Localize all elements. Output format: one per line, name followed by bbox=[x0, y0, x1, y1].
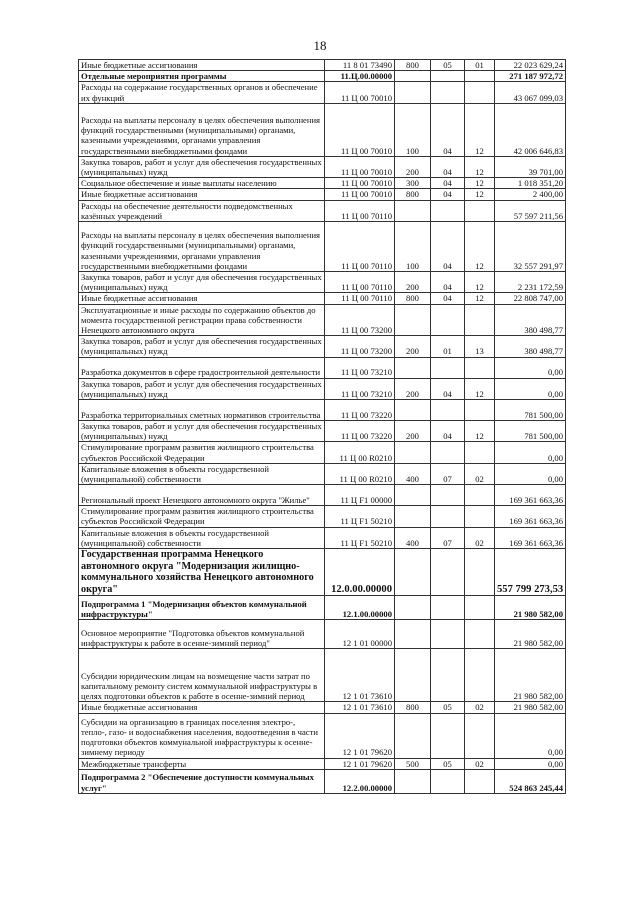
row-section-cell bbox=[431, 485, 465, 506]
row-code-cell: 12 1 01 00000 bbox=[325, 620, 395, 649]
row-expense-type-cell bbox=[395, 71, 431, 82]
row-code-cell: 11 Ц 00 70010 bbox=[325, 189, 395, 200]
row-expense-type-cell: 200 bbox=[395, 156, 431, 177]
row-name-cell: Иные бюджетные ассигнования bbox=[79, 702, 325, 713]
row-subsection-cell: 02 bbox=[465, 463, 495, 484]
table-row bbox=[79, 400, 566, 421]
row-expense-type-cell: 800 bbox=[395, 293, 431, 304]
row-name-cell: Субсидии юридическим лицам на возмещение части затрат по капитальному ремонту систем коммунальной инфраструктуры в целях подготовки объектов к работе в осенне-зимний период bbox=[79, 649, 325, 702]
row-section-cell: 04 bbox=[431, 178, 465, 189]
table-row bbox=[79, 272, 566, 293]
row-subsection-cell: 12 bbox=[465, 103, 495, 156]
row-subsection-cell: 02 bbox=[465, 527, 495, 548]
table-row bbox=[79, 71, 566, 82]
row-sum-cell: 2 400,00 bbox=[495, 189, 566, 200]
table-row bbox=[79, 304, 566, 336]
row-code-cell: 11.Ц.00.00000 bbox=[325, 71, 395, 82]
row-expense-type-cell bbox=[395, 200, 431, 221]
row-code-cell: 11 Ц 00 73200 bbox=[325, 336, 395, 357]
row-name-cell: Капитальные вложения в объекты государственной (муниципальной) собственности bbox=[79, 463, 325, 484]
row-subsection-cell: 12 bbox=[465, 178, 495, 189]
row-name-cell: Иные бюджетные ассигнования bbox=[79, 60, 325, 71]
row-subsection-cell bbox=[465, 485, 495, 506]
row-sum-cell: 781 500,00 bbox=[495, 421, 566, 442]
row-sum-cell: 22 023 629,24 bbox=[495, 60, 566, 71]
row-expense-type-cell: 100 bbox=[395, 103, 431, 156]
row-code-cell: 11 Ц 00 70110 bbox=[325, 293, 395, 304]
row-sum-cell: 0,00 bbox=[495, 442, 566, 463]
table-row bbox=[79, 189, 566, 200]
row-section-cell: 07 bbox=[431, 527, 465, 548]
row-sum-cell: 781 500,00 bbox=[495, 400, 566, 421]
row-code-cell: 11 Ц 00 70110 bbox=[325, 200, 395, 221]
row-expense-type-cell: 800 bbox=[395, 702, 431, 713]
row-code-cell: 11 Ц 00 73220 bbox=[325, 421, 395, 442]
row-code-cell: 11 Ц 00 73200 bbox=[325, 304, 395, 336]
table-row bbox=[79, 702, 566, 713]
row-name-cell: Отдельные мероприятия программы bbox=[79, 71, 325, 82]
budget-table bbox=[78, 59, 566, 794]
row-sum-cell: 22 808 747,00 bbox=[495, 293, 566, 304]
row-subsection-cell bbox=[465, 506, 495, 527]
row-code-cell: 12 1 01 73610 bbox=[325, 702, 395, 713]
row-name-cell: Стимулирование программ развития жилищного строительства субъектов Российской Федерации bbox=[79, 506, 325, 527]
row-subsection-cell: 12 bbox=[465, 378, 495, 399]
row-subsection-cell bbox=[465, 620, 495, 649]
table-row bbox=[79, 549, 566, 596]
row-code-cell: 11 Ц F1 00000 bbox=[325, 485, 395, 506]
row-code-cell: 11 Ц F1 50210 bbox=[325, 506, 395, 527]
row-name-cell: Субсидии на организацию в границах поселения электро-, тепло-, газо- и водоснабжения населения, водоотведения в части подготовки объектов коммунальной инфраструктуры к осенне-зимнему периоду bbox=[79, 713, 325, 758]
row-expense-type-cell bbox=[395, 596, 431, 620]
row-code-cell: 11 Ц 00 70010 bbox=[325, 82, 395, 103]
row-subsection-cell: 12 bbox=[465, 222, 495, 272]
row-sum-cell: 21 980 582,00 bbox=[495, 620, 566, 649]
row-sum-cell: 0,00 bbox=[495, 463, 566, 484]
row-expense-type-cell bbox=[395, 713, 431, 758]
row-subsection-cell bbox=[465, 304, 495, 336]
table-row bbox=[79, 620, 566, 649]
row-section-cell bbox=[431, 713, 465, 758]
table-row bbox=[79, 60, 566, 71]
row-section-cell: 05 bbox=[431, 702, 465, 713]
row-sum-cell: 524 863 245,44 bbox=[495, 769, 566, 793]
row-sum-cell: 0,00 bbox=[495, 357, 566, 378]
row-expense-type-cell: 400 bbox=[395, 527, 431, 548]
row-expense-type-cell: 800 bbox=[395, 189, 431, 200]
row-section-cell bbox=[431, 71, 465, 82]
row-subsection-cell bbox=[465, 713, 495, 758]
table-row bbox=[79, 769, 566, 793]
row-expense-type-cell bbox=[395, 400, 431, 421]
row-code-cell: 12 1 01 79620 bbox=[325, 758, 395, 769]
row-expense-type-cell: 200 bbox=[395, 421, 431, 442]
row-section-cell: 04 bbox=[431, 378, 465, 399]
row-code-cell: 12 1 01 79620 bbox=[325, 713, 395, 758]
row-code-cell: 11 Ц 00 73220 bbox=[325, 400, 395, 421]
row-section-cell: 04 bbox=[431, 156, 465, 177]
row-expense-type-cell: 200 bbox=[395, 378, 431, 399]
row-sum-cell: 0,00 bbox=[495, 713, 566, 758]
row-subsection-cell bbox=[465, 596, 495, 620]
row-name-cell: Разработка документов в сфере градостроительной деятельности bbox=[79, 357, 325, 378]
table-row bbox=[79, 103, 566, 156]
row-expense-type-cell: 200 bbox=[395, 336, 431, 357]
row-name-cell: Основное мероприятие "Подготовка объектов коммунальной инфраструктуры к работе в осенне-зимний период" bbox=[79, 620, 325, 649]
row-subsection-cell: 12 bbox=[465, 421, 495, 442]
row-code-cell: 12.2.00.00000 bbox=[325, 769, 395, 793]
row-section-cell: 07 bbox=[431, 463, 465, 484]
row-expense-type-cell: 800 bbox=[395, 60, 431, 71]
row-section-cell: 04 bbox=[431, 103, 465, 156]
row-expense-type-cell bbox=[395, 769, 431, 793]
row-name-cell: Расходы на обеспечение деятельности подведомственных казённых учреждений bbox=[79, 200, 325, 221]
table-row bbox=[79, 156, 566, 177]
row-expense-type-cell bbox=[395, 620, 431, 649]
row-sum-cell: 32 557 291,97 bbox=[495, 222, 566, 272]
row-code-cell: 11 Ц F1 50210 bbox=[325, 527, 395, 548]
row-code-cell: 12.0.00.00000 bbox=[325, 549, 395, 596]
row-subsection-cell bbox=[465, 400, 495, 421]
row-code-cell: 12 1 01 73610 bbox=[325, 649, 395, 702]
row-subsection-cell bbox=[465, 442, 495, 463]
row-subsection-cell: 02 bbox=[465, 758, 495, 769]
row-subsection-cell: 13 bbox=[465, 336, 495, 357]
row-name-cell: Стимулирование программ развития жилищного строительства субъектов Российской Федерации bbox=[79, 442, 325, 463]
table-row bbox=[79, 178, 566, 189]
row-sum-cell: 557 799 273,53 bbox=[495, 549, 566, 596]
row-section-cell: 04 bbox=[431, 421, 465, 442]
row-name-cell: Разработка территориальных сметных нормативов строительства bbox=[79, 400, 325, 421]
table-row bbox=[79, 357, 566, 378]
row-code-cell: 11 8 01 73490 bbox=[325, 60, 395, 71]
page-number: 18 bbox=[313, 38, 327, 53]
row-name-cell: Государственная программа Ненецкого автономного округа "Модернизация жилищно-коммунального хозяйства Ненецкого автономного округа" bbox=[79, 549, 325, 596]
row-section-cell: 04 bbox=[431, 272, 465, 293]
row-expense-type-cell bbox=[395, 304, 431, 336]
table-row bbox=[79, 596, 566, 620]
row-expense-type-cell bbox=[395, 506, 431, 527]
row-name-cell: Закупка товаров, работ и услуг для обеспечения государственных (муниципальных) нужд bbox=[79, 421, 325, 442]
row-section-cell bbox=[431, 304, 465, 336]
row-name-cell: Закупка товаров, работ и услуг для обеспечения государственных (муниципальных) нужд bbox=[79, 156, 325, 177]
budget-table-body bbox=[79, 60, 566, 794]
row-section-cell: 05 bbox=[431, 60, 465, 71]
row-sum-cell: 380 498,77 bbox=[495, 304, 566, 336]
table-row bbox=[79, 442, 566, 463]
row-sum-cell: 0,00 bbox=[495, 378, 566, 399]
row-section-cell: 04 bbox=[431, 222, 465, 272]
row-section-cell bbox=[431, 649, 465, 702]
row-expense-type-cell bbox=[395, 82, 431, 103]
row-section-cell bbox=[431, 506, 465, 527]
row-sum-cell: 43 067 099,03 bbox=[495, 82, 566, 103]
row-code-cell: 12.1.00.00000 bbox=[325, 596, 395, 620]
row-sum-cell: 21 980 582,00 bbox=[495, 702, 566, 713]
row-subsection-cell bbox=[465, 357, 495, 378]
row-sum-cell: 42 006 646,83 bbox=[495, 103, 566, 156]
row-code-cell: 11 Ц 00 70110 bbox=[325, 272, 395, 293]
row-sum-cell: 169 361 663,36 bbox=[495, 506, 566, 527]
table-row bbox=[79, 378, 566, 399]
row-sum-cell: 21 980 582,00 bbox=[495, 649, 566, 702]
row-name-cell: Иные бюджетные ассигнования bbox=[79, 189, 325, 200]
row-section-cell bbox=[431, 620, 465, 649]
row-name-cell: Расходы на содержание государственных органов и обеспечение их функций bbox=[79, 82, 325, 103]
table-row bbox=[79, 336, 566, 357]
row-subsection-cell: 01 bbox=[465, 60, 495, 71]
table-row bbox=[79, 506, 566, 527]
row-section-cell: 04 bbox=[431, 293, 465, 304]
row-section-cell bbox=[431, 200, 465, 221]
row-subsection-cell bbox=[465, 71, 495, 82]
table-row bbox=[79, 200, 566, 221]
row-subsection-cell bbox=[465, 649, 495, 702]
row-subsection-cell: 12 bbox=[465, 293, 495, 304]
row-subsection-cell bbox=[465, 200, 495, 221]
row-name-cell: Социальное обеспечение и иные выплаты населению bbox=[79, 178, 325, 189]
row-sum-cell: 21 980 582,00 bbox=[495, 596, 566, 620]
row-section-cell bbox=[431, 769, 465, 793]
row-name-cell: Подпрограмма 2 "Обеспечение доступности коммунальных услуг" bbox=[79, 769, 325, 793]
row-sum-cell: 169 361 663,36 bbox=[495, 485, 566, 506]
row-code-cell: 11 Ц 00 73210 bbox=[325, 357, 395, 378]
row-name-cell: Эксплуатационные и иные расходы по содержанию объектов до момента государственной регистрации права собственности Ненецкого автономного округа bbox=[79, 304, 325, 336]
row-name-cell: Региональный проект Ненецкого автономного округа "Жилье" bbox=[79, 485, 325, 506]
row-name-cell: Закупка товаров, работ и услуг для обеспечения государственных (муниципальных) нужд bbox=[79, 378, 325, 399]
table-row bbox=[79, 485, 566, 506]
row-code-cell: 11 Ц 00 70010 bbox=[325, 156, 395, 177]
row-sum-cell: 169 361 663,36 bbox=[495, 527, 566, 548]
row-expense-type-cell bbox=[395, 549, 431, 596]
row-code-cell: 11 Ц 00 70010 bbox=[325, 103, 395, 156]
table-row bbox=[79, 421, 566, 442]
row-code-cell: 11 Ц 00 R0210 bbox=[325, 463, 395, 484]
row-code-cell: 11 Ц 00 70010 bbox=[325, 178, 395, 189]
row-subsection-cell: 12 bbox=[465, 189, 495, 200]
row-expense-type-cell: 300 bbox=[395, 178, 431, 189]
row-expense-type-cell bbox=[395, 357, 431, 378]
table-row bbox=[79, 758, 566, 769]
row-section-cell: 05 bbox=[431, 758, 465, 769]
row-section-cell: 04 bbox=[431, 189, 465, 200]
row-code-cell: 11 Ц 00 70110 bbox=[325, 222, 395, 272]
row-section-cell: 01 bbox=[431, 336, 465, 357]
row-expense-type-cell bbox=[395, 485, 431, 506]
row-sum-cell: 2 231 172,59 bbox=[495, 272, 566, 293]
table-row bbox=[79, 82, 566, 103]
table-row bbox=[79, 463, 566, 484]
row-subsection-cell: 12 bbox=[465, 156, 495, 177]
row-expense-type-cell: 500 bbox=[395, 758, 431, 769]
row-code-cell: 11 Ц 00 73210 bbox=[325, 378, 395, 399]
row-section-cell bbox=[431, 357, 465, 378]
row-sum-cell: 380 498,77 bbox=[495, 336, 566, 357]
row-sum-cell: 0,00 bbox=[495, 758, 566, 769]
row-sum-cell: 271 187 972,72 bbox=[495, 71, 566, 82]
row-subsection-cell bbox=[465, 769, 495, 793]
row-expense-type-cell: 200 bbox=[395, 272, 431, 293]
row-subsection-cell: 02 bbox=[465, 702, 495, 713]
row-subsection-cell bbox=[465, 82, 495, 103]
row-subsection-cell: 12 bbox=[465, 272, 495, 293]
table-row bbox=[79, 649, 566, 702]
row-name-cell: Расходы на выплаты персоналу в целях обеспечения выполнения функций государственными (муниципальными) органами, казенными учреждениями, органами управления государственными внебюджетными фондами bbox=[79, 222, 325, 272]
row-section-cell bbox=[431, 596, 465, 620]
row-sum-cell: 57 597 211,56 bbox=[495, 200, 566, 221]
row-sum-cell: 1 018 351,20 bbox=[495, 178, 566, 189]
row-section-cell bbox=[431, 549, 465, 596]
table-row bbox=[79, 293, 566, 304]
row-expense-type-cell bbox=[395, 649, 431, 702]
row-expense-type-cell: 400 bbox=[395, 463, 431, 484]
row-name-cell: Закупка товаров, работ и услуг для обеспечения государственных (муниципальных) нужд bbox=[79, 272, 325, 293]
row-subsection-cell bbox=[465, 549, 495, 596]
table-row bbox=[79, 713, 566, 758]
row-expense-type-cell bbox=[395, 442, 431, 463]
row-name-cell: Межбюджетные трансферты bbox=[79, 758, 325, 769]
row-section-cell bbox=[431, 400, 465, 421]
row-name-cell: Расходы на выплаты персоналу в целях обеспечения выполнения функций государственными (муниципальными) органами, казенными учреждениями, органами управления государственными внебюджетными фондами bbox=[79, 103, 325, 156]
table-row bbox=[79, 222, 566, 272]
row-section-cell bbox=[431, 442, 465, 463]
row-expense-type-cell: 100 bbox=[395, 222, 431, 272]
row-code-cell: 11 Ц 00 R0210 bbox=[325, 442, 395, 463]
row-name-cell: Подпрограмма 1 "Модернизация объектов коммунальной инфраструктуры" bbox=[79, 596, 325, 620]
row-name-cell: Капитальные вложения в объекты государственной (муниципальной) собственности bbox=[79, 527, 325, 548]
row-sum-cell: 39 701,00 bbox=[495, 156, 566, 177]
table-row bbox=[79, 527, 566, 548]
row-section-cell bbox=[431, 82, 465, 103]
row-name-cell: Закупка товаров, работ и услуг для обеспечения государственных (муниципальных) нужд bbox=[79, 336, 325, 357]
row-name-cell: Иные бюджетные ассигнования bbox=[79, 293, 325, 304]
